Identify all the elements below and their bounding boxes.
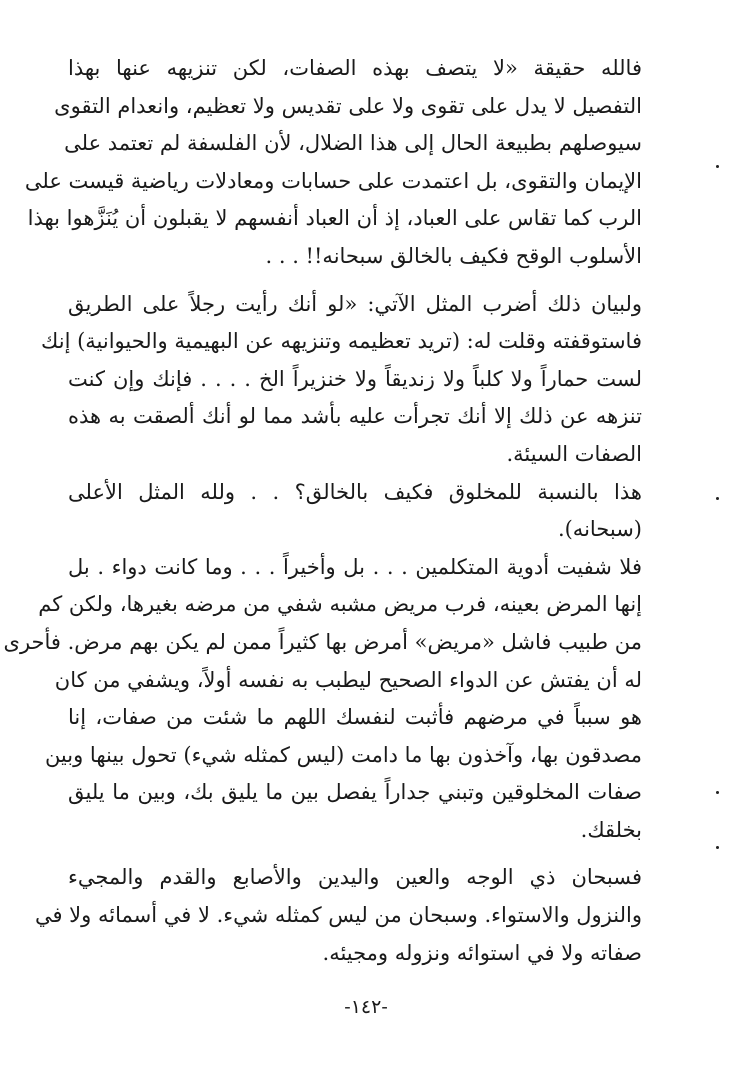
text-line: سيوصلهم بطبيعة الحال إلى هذا الضلال، لأن الفلسفة لم تعتمد على xyxy=(64,131,642,156)
scan-speck xyxy=(716,497,719,500)
text-line: التفصيل لا يدل على تقوى ولا على تقديس ولا تعظيم، وانعدام التقوى xyxy=(54,93,642,118)
text-line: الإيمان والتقوى، بل اعتمدت على حسابات ومعادلات رياضية قيست على xyxy=(24,168,642,193)
text-line: له أن يفتش عن الدواء الصحيح ليطبب به نفسه أولاً، ويشفي من كان xyxy=(54,667,642,692)
text-line: الصفات السيئة. xyxy=(506,441,642,466)
paragraph-gap xyxy=(68,276,642,286)
text-line: تنزهه عن ذلك إلا أنك تجرأت عليه بأشد مما لو أنك ألصقت به هذه xyxy=(68,404,642,429)
paragraph xyxy=(3,549,642,850)
text-line: لست حماراً ولا كلباً ولا زنديقاً ولا خنزيراً الخ . . . . فإنك وإن كنت xyxy=(68,366,642,391)
text-line: فلا شفيت أدوية المتكلمين . . . بل وأخيراً . . . وما كانت دواء . بل xyxy=(68,554,642,579)
text-line: من طبيب فاشل «مريض» أمرض بها كثيراً ممن لم يكن بهم مرض. فأحرى xyxy=(3,629,642,654)
page-number: -١٤٢- xyxy=(344,996,388,1018)
text-line: الأسلوب الوقح فكيف بالخالق سبحانه!! . . . xyxy=(265,243,642,268)
paragraph xyxy=(24,50,642,276)
text-line: بخلقك. xyxy=(580,817,642,842)
text-line: فاستوقفته وقلت له: (تريد تعظيمه وتنزيهه عن البهيمية والحيوانية) إنك xyxy=(41,329,642,354)
paragraph-gap xyxy=(68,849,642,859)
text-line: إنها المرض بعينه، فرب مريض مشبه شفي من مرضه بغيرها، ولكن كم xyxy=(38,592,642,617)
paragraph xyxy=(41,286,642,474)
text-line: والنزول والاستواء. وسبحان من ليس كمثله شيء. لا في أسمائه ولا في xyxy=(34,903,642,928)
paragraph xyxy=(68,474,642,549)
text-line: (سبحانه). xyxy=(557,517,642,542)
text-line: هو سبباً في مرضهم فأثبت لنفسك اللهم ما شئت من صفات، إنا xyxy=(68,705,642,730)
text-line: مصدقون بها، وآخذون بها ما دامت (ليس كمثله شيء) تحول بينها وبين xyxy=(44,742,642,767)
scan-speck xyxy=(716,846,719,849)
paragraph xyxy=(34,859,642,972)
text-line: ولبيان ذلك أضرب المثل الآتي: «لو أنك رأيت رجلاً على الطريق xyxy=(68,291,642,316)
text-line: صفات المخلوقين وتبني جداراً يفصل بين ما يليق بك، وبين ما يليق xyxy=(68,780,642,805)
text-line: الرب كما تقاس على العباد، إذ أن العباد أنفسهم لا يقبلون أن يُنَزَّهوا بهذا xyxy=(27,206,642,231)
text-line: هذا بالنسبة للمخلوق فكيف بالخالق؟ . . ولله المثل الأعلى xyxy=(68,479,642,504)
text-line: فالله حقيقة «لا يتصف بهذه الصفات، لكن تنزيهه عنها بهذا xyxy=(68,56,642,80)
scan-speck xyxy=(716,165,719,168)
text-line: صفاته ولا في استوائه ونزوله ومجيئه. xyxy=(322,940,642,965)
scan-speck xyxy=(716,791,719,794)
body-text xyxy=(3,50,642,972)
text-line: فسبحان ذي الوجه والعين واليدين والأصابع والقدم والمجيء xyxy=(68,865,642,890)
